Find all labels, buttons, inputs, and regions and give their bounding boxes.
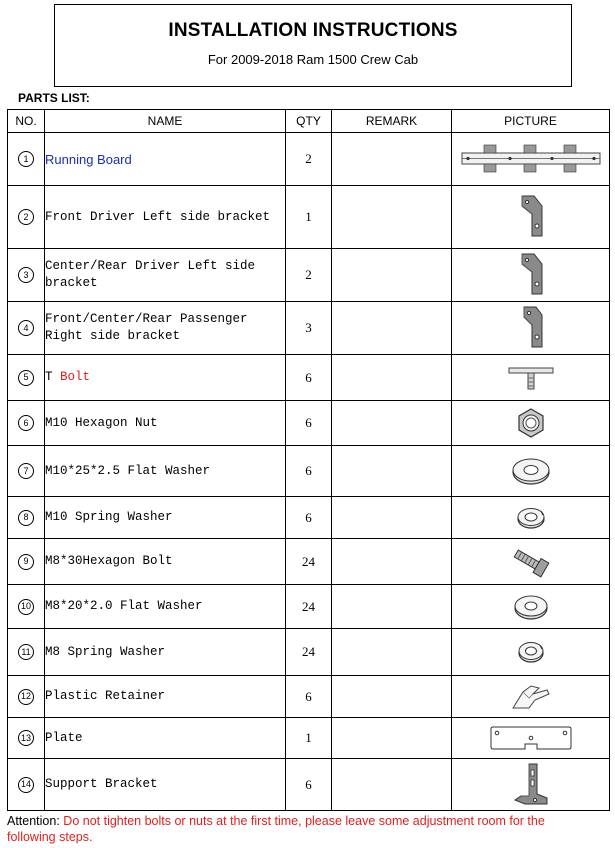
item-qty: 6: [286, 401, 332, 446]
title-box: [54, 4, 572, 87]
item-qty: 2: [286, 133, 332, 186]
item-name: M10 Spring Washer: [45, 497, 286, 539]
item-number: 1: [18, 151, 34, 167]
col-header-no: NO.: [8, 110, 45, 133]
attention-note: [7, 813, 607, 845]
item-remark: [332, 355, 452, 401]
item-number: 10: [18, 599, 34, 615]
item-number: 5: [18, 370, 34, 386]
item-name: Plate: [45, 718, 286, 759]
table-row: [8, 133, 610, 186]
item-remark: [332, 497, 452, 539]
item-name: Running Board: [45, 133, 286, 186]
item-remark: [332, 676, 452, 718]
item-name: Center/Rear Driver Left side bracket: [45, 249, 286, 302]
col-header-remark: REMARK: [332, 110, 452, 133]
table-row: [8, 497, 610, 539]
table-row: [8, 759, 610, 811]
item-qty: 6: [286, 446, 332, 497]
item-remark: [332, 186, 452, 249]
item-remark: [332, 249, 452, 302]
item-remark: [332, 446, 452, 497]
bracket-icon: [514, 192, 548, 242]
item-name: Front/Center/Rear Passenger Right side bracket: [45, 302, 286, 355]
item-remark: [332, 539, 452, 585]
bracket-icon: [514, 304, 548, 352]
table-row: [8, 401, 610, 446]
item-remark: [332, 401, 452, 446]
item-number: 3: [18, 267, 34, 283]
item-number: 11: [18, 644, 34, 660]
item-qty: 3: [286, 302, 332, 355]
item-remark: [332, 718, 452, 759]
flat-washer-icon: [511, 456, 551, 486]
item-remark: [332, 629, 452, 676]
table-row: [8, 629, 610, 676]
parts-list-label: PARTS LIST:: [18, 91, 90, 105]
item-number: 12: [18, 689, 34, 705]
col-header-qty: QTY: [286, 110, 332, 133]
item-qty: 6: [286, 497, 332, 539]
item-name: Front Driver Left side bracket: [45, 186, 286, 249]
item-name: M8 Spring Washer: [45, 629, 286, 676]
table-row: [8, 676, 610, 718]
item-qty: 6: [286, 355, 332, 401]
item-number: 14: [18, 777, 34, 793]
item-name: M10 Hexagon Nut: [45, 401, 286, 446]
item-qty: 24: [286, 585, 332, 629]
col-header-picture: PICTURE: [452, 110, 610, 133]
spring-washer-icon: [515, 505, 547, 531]
support-bracket-icon: [511, 762, 551, 808]
table-row: [8, 446, 610, 497]
item-number: 13: [18, 730, 34, 746]
item-qty: 2: [286, 249, 332, 302]
item-number: 6: [18, 415, 34, 431]
t-bolt-icon: [507, 364, 555, 392]
item-remark: [332, 759, 452, 811]
item-name: M8*20*2.0 Flat Washer: [45, 585, 286, 629]
item-remark: [332, 585, 452, 629]
item-qty: 1: [286, 186, 332, 249]
hex-nut-icon: [515, 407, 547, 439]
item-number: 9: [18, 554, 34, 570]
attention-text-continued: following steps.: [7, 830, 93, 844]
running-board-icon: [460, 141, 602, 177]
col-header-name: NAME: [45, 110, 286, 133]
item-remark: [332, 302, 452, 355]
item-number: 2: [18, 209, 34, 225]
item-qty: 6: [286, 759, 332, 811]
item-number: 4: [18, 320, 34, 336]
item-number: 7: [18, 463, 34, 479]
item-number: 8: [18, 510, 34, 526]
item-qty: 6: [286, 676, 332, 718]
table-header-row: [8, 110, 610, 133]
table-row: [8, 585, 610, 629]
table-row: [8, 249, 610, 302]
bracket-icon: [514, 251, 548, 299]
flat-washer-icon: [513, 593, 549, 621]
item-name: T Bolt: [45, 355, 286, 401]
item-name: Support Bracket: [45, 759, 286, 811]
table-row: [8, 302, 610, 355]
attention-label: Attention:: [7, 814, 64, 828]
table-row: [8, 539, 610, 585]
item-name: M10*25*2.5 Flat Washer: [45, 446, 286, 497]
table-row: [8, 355, 610, 401]
item-remark: [332, 133, 452, 186]
parts-table: [7, 109, 610, 811]
table-row: [8, 186, 610, 249]
hex-bolt-icon: [511, 545, 551, 579]
document-subtitle: For 2009-2018 Ram 1500 Crew Cab: [207, 52, 419, 67]
spring-washer-icon: [516, 639, 546, 665]
plastic-retainer-icon: [509, 682, 553, 712]
item-qty: 24: [286, 629, 332, 676]
item-qty: 1: [286, 718, 332, 759]
document-title: INSTALLATION INSTRUCTIONS: [168, 20, 458, 41]
table-row: [8, 718, 610, 759]
item-name: Plastic Retainer: [45, 676, 286, 718]
attention-text: Do not tighten bolts or nuts at the first time, please leave some adjustment room for the: [63, 814, 545, 828]
item-name: M8*30Hexagon Bolt: [45, 539, 286, 585]
plate-icon: [489, 724, 573, 752]
item-qty: 24: [286, 539, 332, 585]
